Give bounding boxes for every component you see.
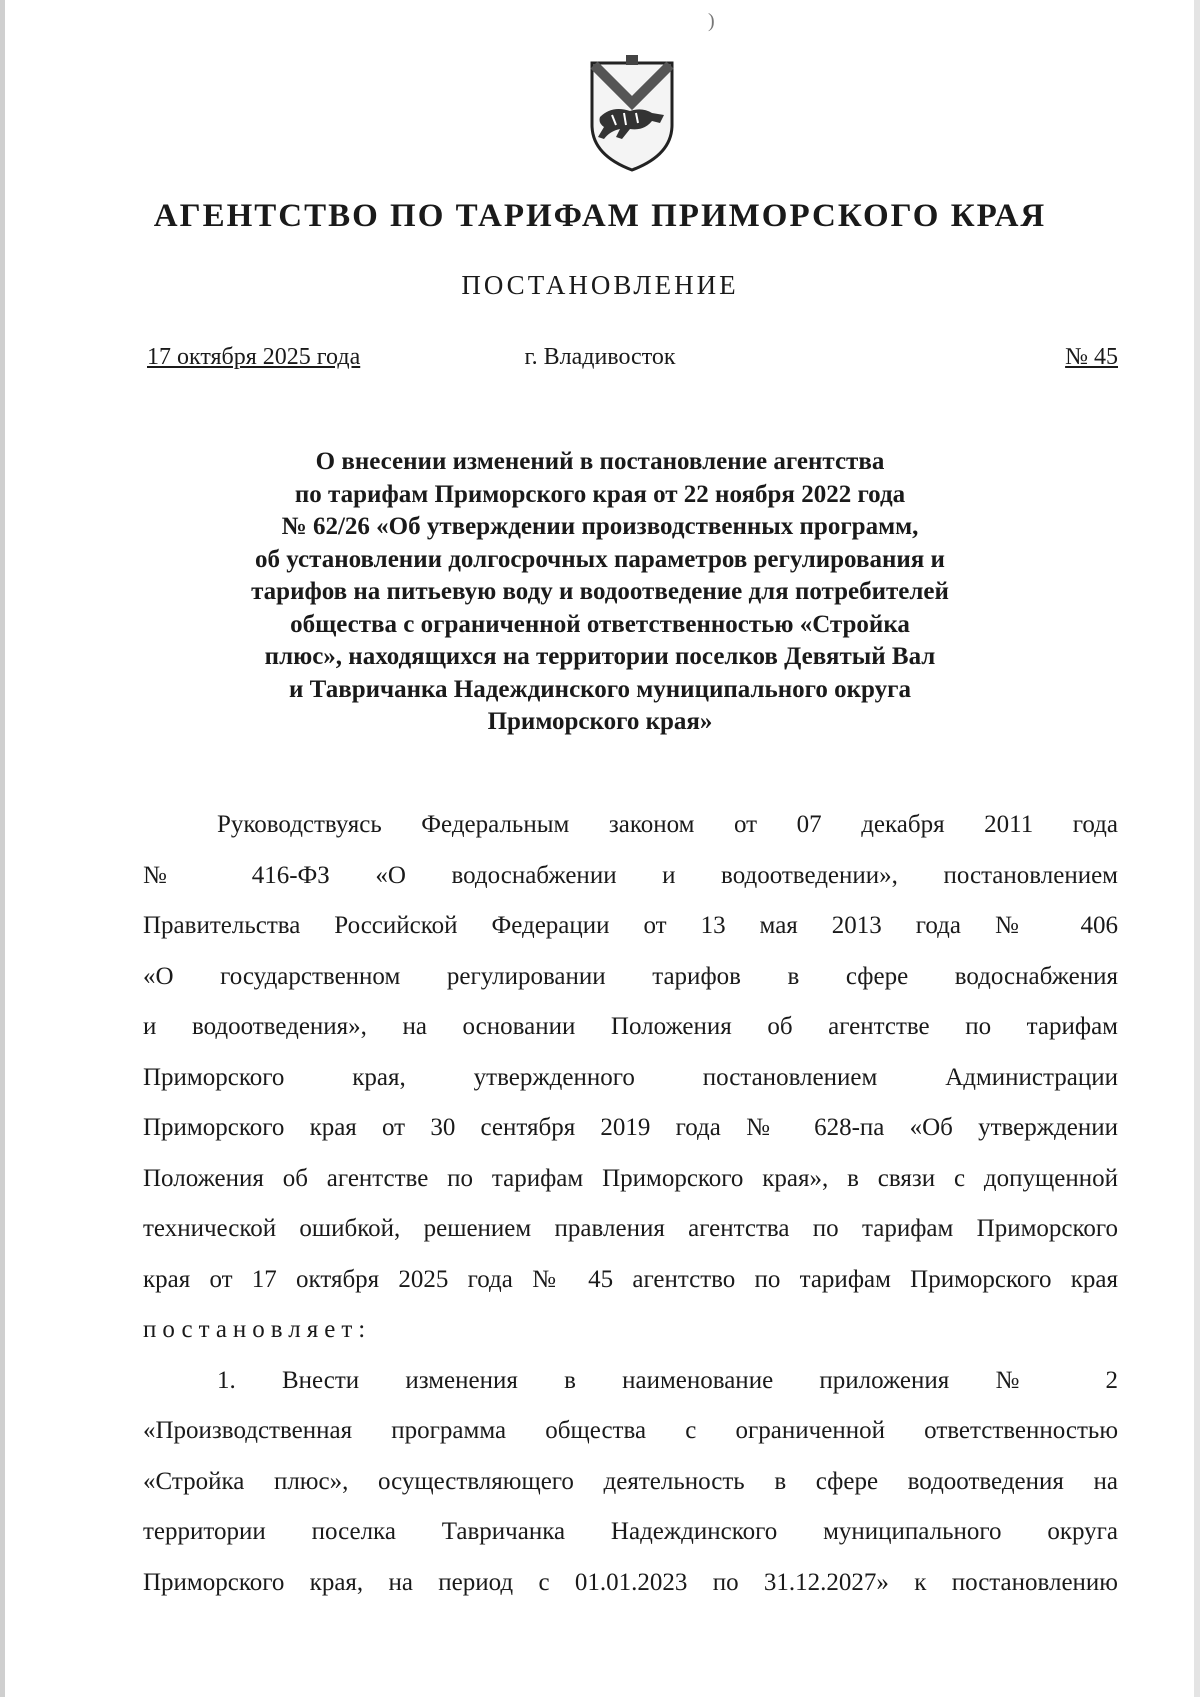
coat-of-arms-tiger-icon bbox=[582, 55, 682, 175]
decree-word: постановляет: bbox=[143, 1316, 372, 1343]
body-line: края от 17 октября 2025 года № 45 агентство по тарифам Приморского края bbox=[143, 1265, 1118, 1293]
title-line: № 62/26 «Об утверждении производственных программ, bbox=[281, 513, 919, 540]
title-line: О внесении изменений в постановление агентства bbox=[315, 448, 885, 475]
body-line: № 416-ФЗ «О водоснабжении и водоотведении», постановлением bbox=[143, 861, 1118, 889]
body-line: Руководствуясь Федеральным законом от 07 декабря 2011 года bbox=[217, 811, 1118, 838]
document-title bbox=[200, 446, 1000, 739]
title-line: общества с ограниченной ответственностью «Стройка bbox=[290, 610, 910, 638]
title-line: тарифов на питьевую воду и водоотведение для потребителей bbox=[251, 578, 949, 605]
agency-name: АГЕНТСТВО ПО ТАРИФАМ ПРИМОРСКОГО КРАЯ bbox=[153, 198, 1047, 234]
scan-mark: ) bbox=[708, 10, 715, 32]
body-line: «Стройка плюс», осуществляющего деятельность в сфере водоотведения на bbox=[143, 1467, 1118, 1495]
scan-edge-left bbox=[0, 0, 5, 1697]
document-type: ПОСТАНОВЛЕНИЕ bbox=[461, 270, 739, 300]
document-number: № 45 bbox=[1065, 344, 1118, 370]
document-city: г. Владивосток bbox=[524, 344, 676, 370]
document-date: 17 октября 2025 года bbox=[147, 344, 361, 370]
title-line: и Тавричанка Надеждинского муниципального округа bbox=[289, 675, 911, 703]
body-line: Приморского края, на период с 01.01.2023 по 31.12.2027» к постановлению bbox=[143, 1568, 1118, 1596]
body-line: Приморского края от 30 сентября 2019 года № 628-па «Об утверждении bbox=[143, 1114, 1118, 1141]
body-line: технической ошибкой, решением правления агентства по тарифам Приморского bbox=[143, 1215, 1118, 1242]
body-line: территории поселка Тавричанка Надеждинского муниципального округа bbox=[143, 1518, 1118, 1545]
title-line: по тарифам Приморского края от 22 ноября 2022 года bbox=[294, 480, 906, 508]
body-line: Положения об агентстве по тарифам Приморского края», в связи с допущенной bbox=[143, 1164, 1118, 1192]
body-line: «О государственном регулировании тарифов в сфере водоснабжения bbox=[143, 962, 1118, 990]
title-line: плюс», находящихся на территории поселков Девятый Вал bbox=[264, 643, 936, 670]
body-line: 1. Внести изменения в наименование приложения № 2 bbox=[217, 1366, 1118, 1394]
body-line: Правительства Российской Федерации от 13 мая 2013 года № 406 bbox=[143, 912, 1118, 939]
body-line: Приморского края, утвержденного постановлением Администрации bbox=[143, 1063, 1118, 1091]
body-line: и водоотведения», на основании Положения об агентстве по тарифам bbox=[143, 1013, 1118, 1040]
title-line: об установлении долгосрочных параметров регулирования и bbox=[255, 545, 945, 573]
document-body bbox=[143, 800, 1118, 1608]
body-line: «Производственная программа общества с ограниченной ответственностью bbox=[143, 1417, 1118, 1444]
title-line: Приморского края» bbox=[487, 708, 713, 735]
scan-edge-right bbox=[1194, 0, 1200, 1697]
